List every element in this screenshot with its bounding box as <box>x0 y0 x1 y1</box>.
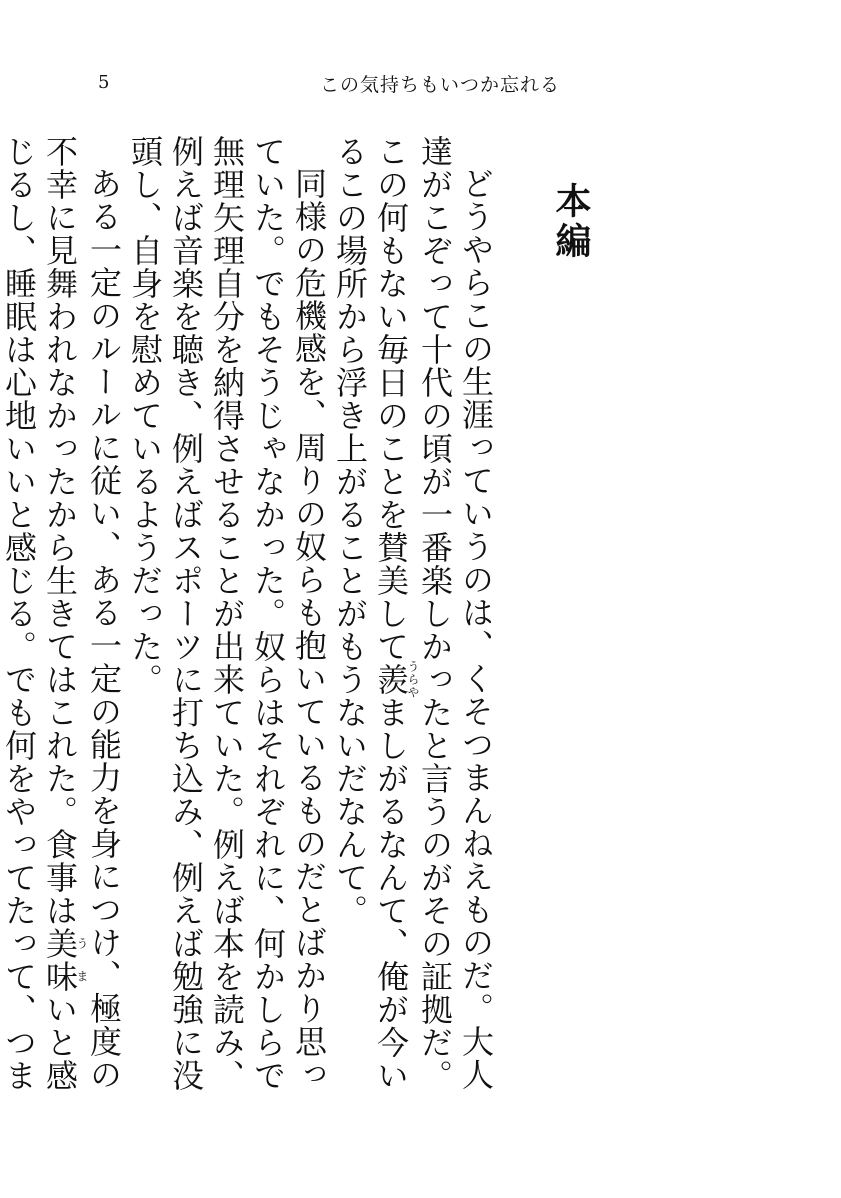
ruby-reading-1: うらや <box>406 660 420 699</box>
running-header-title: この気持ちもいつか忘れる <box>320 74 561 96</box>
page-number: 5 <box>98 72 110 93</box>
body-text <box>0 135 496 1120</box>
ruby-reading-2: うま <box>75 927 89 993</box>
paragraph-3 <box>0 135 124 1120</box>
paragraph-1-part-a: どうやらこの生涯っていうのは、くそつまんねえものだ。大人達がこぞって十代の頃が一番楽しかったと言うのがその証拠だ。この何もない毎日のことを賛美して <box>372 135 495 1092</box>
ruby-base-1: 羨 <box>372 660 410 699</box>
ruby-base-2: 美味 <box>41 927 79 993</box>
paragraph-3-part-a: ある一定のルールに従い、ある一定の能力を身につけ、極度の不幸に見舞われなかったから生きてはこれた。食事は <box>41 135 123 1091</box>
chapter-title: 本編 <box>550 182 592 262</box>
ruby-urayamashi <box>372 660 420 699</box>
paragraph-2: 同様の危機感を、周りの奴らも抱いているものだとばかり思っていた。でもそうじゃなかった。奴らはそれぞれに、何かしらで無理矢理自分を納得させることが出来ていた。例えば本を読み、例えば音楽を聴き、例えばスポーツに打ち込み、例えば勉強に没頭し、自身を慰めているようだった。 <box>126 135 328 1092</box>
ruby-umai <box>41 927 89 993</box>
paragraph-1 <box>329 135 496 1120</box>
paragraph-3-part-b: いと感じるし、睡眠は心地いいと感じる。でも何をやってたって、つま <box>0 135 79 1092</box>
paragraph-1-part-b: ましがるなんて、俺が今いるこの場所から浮き上がることがもうないだなんて。 <box>331 135 410 1092</box>
